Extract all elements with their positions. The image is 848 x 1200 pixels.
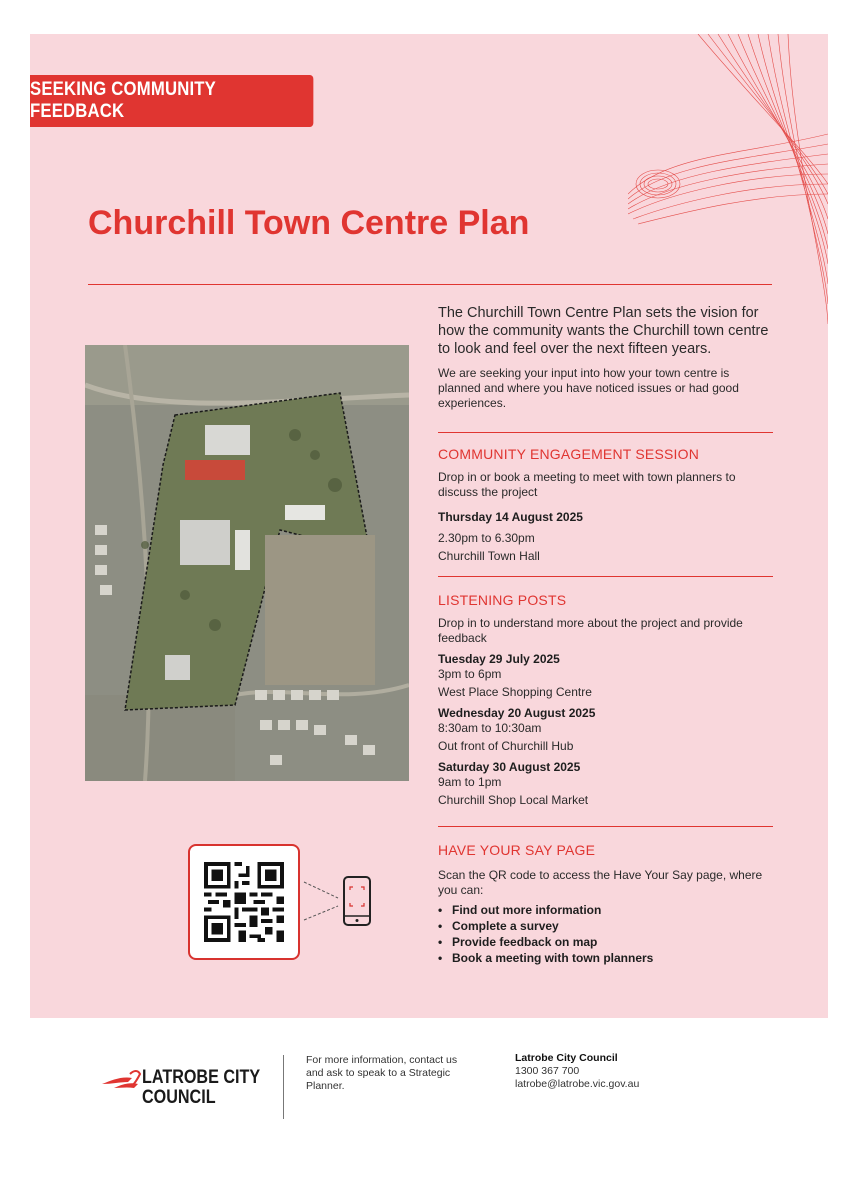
- list-item: • Find out more information: [438, 903, 602, 917]
- qr-code-card[interactable]: [188, 844, 300, 960]
- intro-section: [438, 304, 774, 411]
- have-your-say-list: [438, 902, 774, 966]
- phone-scan-icon: [302, 872, 376, 932]
- engagement-desc: Drop in or book a meeting to meet with town planners to discuss the project: [438, 470, 736, 499]
- engagement-venue: Churchill Town Hall: [438, 549, 540, 563]
- intro-lead-text: The Churchill Town Centre Plan sets the vision for how the community wants the Churchill town centre to look and feel over the next fifteen years.: [438, 305, 769, 357]
- event-time: 9am to 1pm: [438, 775, 502, 789]
- section-divider: [438, 826, 773, 827]
- listening-event: [438, 652, 774, 700]
- qr-code-icon[interactable]: [204, 862, 284, 942]
- seeking-feedback-banner: [30, 75, 313, 127]
- list-item: • Provide feedback on map: [438, 935, 598, 949]
- have-your-say-section: [438, 842, 774, 966]
- section-divider: [438, 432, 773, 433]
- engagement-section: [438, 446, 774, 564]
- intro-sub-text: We are seeking your input into how your town centre is planned and where you have noticed issues or had good experiences.: [438, 366, 739, 410]
- contact-org: Latrobe City Council: [515, 1052, 618, 1064]
- footer-divider: [283, 1055, 284, 1119]
- latrobe-logo-text: [142, 1068, 260, 1108]
- listening-event: [438, 706, 774, 754]
- listening-desc: Drop in to understand more about the project and provide feedback: [438, 616, 743, 645]
- event-date: Wednesday 20 August 2025: [438, 706, 596, 720]
- engagement-date: Thursday 14 August 2025: [438, 510, 583, 524]
- event-venue: Out front of Churchill Hub: [438, 739, 574, 753]
- decorative-curves: [628, 34, 828, 324]
- footer-contact: [515, 1052, 639, 1091]
- banner-label: SEEKING COMMUNITY FEEDBACK: [30, 79, 216, 122]
- aerial-site-photo: [85, 345, 409, 781]
- footer-info-text: For more information, contact us and ask to speak to a Strategic Planner.: [306, 1054, 458, 1092]
- event-venue: West Place Shopping Centre: [438, 685, 592, 699]
- event-date: Saturday 30 August 2025: [438, 760, 581, 774]
- logo-line2: COUNCIL: [142, 1087, 216, 1108]
- event-time: 3pm to 6pm: [438, 667, 502, 681]
- contact-phone[interactable]: 1300 367 700: [515, 1065, 580, 1077]
- contact-email[interactable]: latrobe@latrobe.vic.gov.au: [515, 1078, 640, 1090]
- have-your-say-heading: HAVE YOUR SAY PAGE: [438, 842, 596, 858]
- logo-line1: LATROBE CITY: [142, 1067, 261, 1088]
- event-time: 8:30am to 10:30am: [438, 721, 542, 735]
- flyer-panel: [30, 34, 828, 1018]
- listening-heading: LISTENING POSTS: [438, 592, 567, 608]
- title-divider: [88, 284, 772, 285]
- listening-event: [438, 760, 774, 808]
- engagement-heading: COMMUNITY ENGAGEMENT SESSION: [438, 446, 700, 462]
- engagement-time: 2.30pm to 6.30pm: [438, 531, 535, 545]
- listening-section: [438, 592, 774, 808]
- page-title: Churchill Town Centre Plan: [88, 204, 530, 242]
- event-date: Tuesday 29 July 2025: [438, 652, 560, 666]
- event-venue: Churchill Shop Local Market: [438, 793, 589, 807]
- have-your-say-desc: Scan the QR code to access the Have Your Say page, where you can:: [438, 868, 763, 897]
- section-divider: [438, 576, 773, 577]
- list-item: • Book a meeting with town planners: [438, 951, 654, 965]
- list-item: • Complete a survey: [438, 919, 559, 933]
